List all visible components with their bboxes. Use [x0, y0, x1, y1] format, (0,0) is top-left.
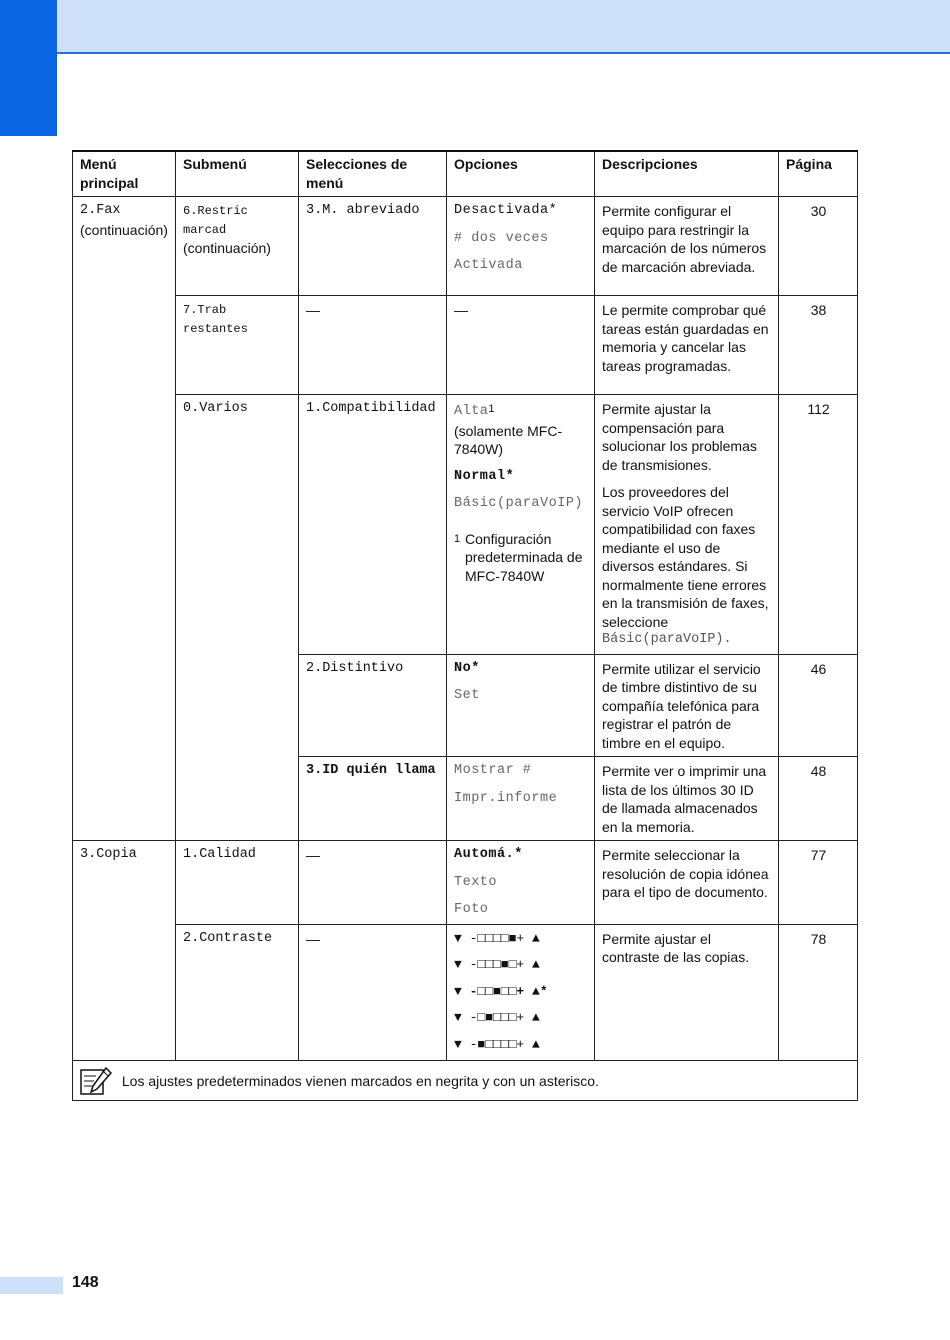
- options-cell: [447, 757, 595, 841]
- selection-label: 3.M. abreviado: [306, 203, 420, 218]
- option-item: Set: [454, 688, 480, 703]
- option-item: # dos veces: [454, 230, 549, 246]
- continuation-label: (continuación): [80, 221, 168, 238]
- dash-text: —: [306, 302, 320, 318]
- description-cell: Permite ajustar el contraste de las copias.: [595, 924, 779, 1060]
- description-cell: Permite ver o imprimir una lista de los últimos 30 ID de llamada almacenados en la memoria.: [595, 757, 779, 841]
- page-cell: 38: [779, 296, 858, 395]
- contrast-option: ▼ -□□■□□+ ▲*: [454, 983, 548, 999]
- selection-label: 3.ID quién llama: [306, 763, 436, 778]
- main-menu-label: 3.Copia: [80, 847, 137, 862]
- selection-label: 2.Distintivo: [306, 660, 404, 676]
- selection-cell: [299, 841, 447, 925]
- options-cell: [447, 197, 595, 296]
- settings-table: [72, 150, 858, 1101]
- footnote-number: 1: [454, 532, 461, 545]
- column-header: Opciones: [447, 151, 595, 197]
- header-band: [0, 0, 950, 54]
- submenu-cell: [176, 841, 299, 925]
- column-header: Selecciones de menú: [299, 151, 447, 197]
- footnote: [454, 530, 588, 586]
- selection-cell: [299, 197, 447, 296]
- options-cell: [447, 924, 595, 1060]
- dash-text: —: [306, 847, 320, 863]
- submenu-label: 6.Restric marcad: [183, 204, 248, 237]
- contrast-option: ▼ -□□□■□+ ▲: [454, 957, 540, 972]
- column-header: Menú principal: [73, 151, 176, 197]
- page-number: 148: [72, 1274, 99, 1291]
- description-cell: [595, 395, 779, 655]
- option-item: Foto: [454, 902, 489, 917]
- page-cell: 78: [779, 924, 858, 1060]
- option-item: Texto: [454, 874, 498, 890]
- option-item: No*: [454, 660, 480, 676]
- table-row: [73, 924, 858, 1060]
- options-cell: [447, 841, 595, 925]
- description-cell: Permite utilizar el servicio de timbre distintivo de su compañía telefónica para registrar el patrón de timbre en el equipo.: [595, 654, 779, 757]
- options-cell: [447, 395, 595, 655]
- main-menu-label: 2.Fax: [80, 203, 121, 218]
- chapter-tab: [0, 0, 57, 136]
- options-cell: [447, 296, 595, 395]
- option-item: Básic(paraVoIP): [454, 496, 584, 511]
- option-note: (solamente MFC-7840W): [454, 422, 563, 457]
- option-item: Normal*: [454, 468, 515, 484]
- page-cell: 48: [779, 757, 858, 841]
- selection-cell: [299, 924, 447, 1060]
- column-header: Descripciones: [595, 151, 779, 197]
- submenu-cell: [176, 395, 299, 841]
- selection-label: 1.Compatibilidad: [306, 401, 436, 416]
- footer-band: [0, 1277, 63, 1294]
- option-item: Mostrar #: [454, 763, 532, 778]
- main-menu-cell: [73, 841, 176, 1061]
- selection-cell: [299, 654, 447, 757]
- submenu-cell: [176, 296, 299, 395]
- main-menu-cell: [73, 197, 176, 841]
- page-cell: 77: [779, 841, 858, 925]
- submenu-label: 1.Calidad: [183, 847, 256, 862]
- description-text: Permite ajustar la compensación para solucionar los problemas de transmisiones.: [602, 401, 757, 473]
- selection-cell: [299, 395, 447, 655]
- contrast-option: ▼ -□■□□□+ ▲: [454, 1010, 540, 1025]
- column-header: Submenú: [176, 151, 299, 197]
- options-cell: [447, 654, 595, 757]
- selection-cell: [299, 757, 447, 841]
- option-item: Automá.*: [454, 847, 523, 862]
- footnote-mark: 1: [488, 403, 495, 415]
- submenu-cell: [176, 924, 299, 1060]
- table-row: [73, 197, 858, 296]
- table-row: [73, 841, 858, 925]
- description-cell: Permite configurar el equipo para restringir la marcación de los números de marcación abreviada.: [595, 197, 779, 296]
- description-cell: Le permite comprobar qué tareas están guardadas en memoria y cancelar las tareas programadas.: [595, 296, 779, 395]
- option-item: Desactivada*: [454, 203, 558, 218]
- option-item: Activada: [454, 258, 523, 273]
- continuation-label: (continuación): [183, 240, 271, 256]
- table-row: [73, 296, 858, 395]
- contrast-option: ▼ -□□□□■+ ▲: [454, 930, 540, 946]
- dash-text: —: [454, 302, 468, 318]
- submenu-label: 0.Varios: [183, 401, 248, 416]
- submenu-label: 7.Trab restantes: [183, 303, 248, 336]
- note-row: [73, 1060, 858, 1100]
- description-cell: Permite seleccionar la resolución de copia idónea para el tipo de documento.: [595, 841, 779, 925]
- table-row: [73, 395, 858, 655]
- page-cell: 112: [779, 395, 858, 655]
- contrast-option: ▼ -■□□□□+ ▲: [454, 1036, 540, 1052]
- note-cell: [73, 1060, 858, 1100]
- page-cell: 46: [779, 654, 858, 757]
- description-code: Básic(paraVoIP).: [602, 632, 732, 647]
- option-item: Impr.informe: [454, 790, 558, 806]
- note-text: Los ajustes predeterminados vienen marcados en negrita y con un asterisco.: [121, 1072, 599, 1089]
- option-item: Alta: [454, 404, 489, 419]
- column-header: Página: [779, 151, 858, 197]
- description-text: Los proveedores del servicio VoIP ofrecen compatibilidad con faxes mediante el uso de diversos estándares. Si normalmente tiene errores en la transmisión de faxes, seleccione: [602, 484, 769, 630]
- submenu-cell: [176, 197, 299, 296]
- submenu-label: 2.Contraste: [183, 930, 273, 946]
- footnote-text: Configuración predeterminada de MFC-7840W: [464, 530, 583, 584]
- page-cell: 30: [779, 197, 858, 296]
- selection-cell: [299, 296, 447, 395]
- dash-text: —: [306, 930, 320, 947]
- note-pencil-icon: [80, 1066, 112, 1096]
- table-header-row: [73, 151, 858, 197]
